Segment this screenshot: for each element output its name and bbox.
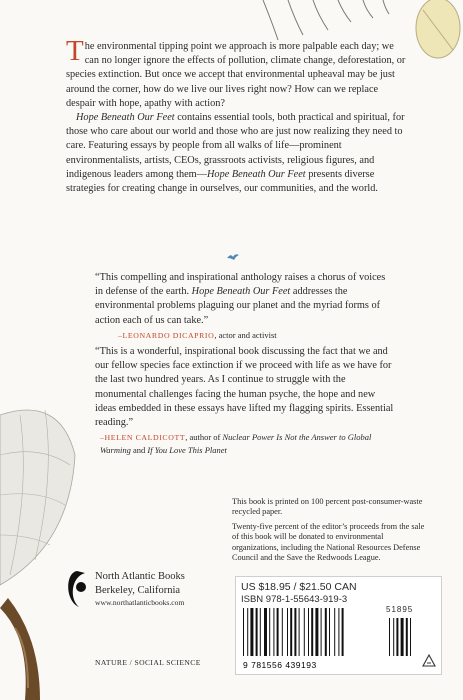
publisher-name — [95, 570, 245, 597]
book-title: If You Love This Planet — [147, 445, 227, 456]
book-title: Nuclear Power Is Not the Answer to Global Warming — [100, 432, 372, 456]
description-paragraph-2 — [66, 111, 409, 196]
quote-segment: “This compelling and inspirational anthology raises a chorus of voices in defense of the earth. — [95, 272, 386, 298]
paragraph-text: he environmental tipping point we approach is more palpable each day; we can no longer ignore the effects of pollution, climate change, deforestation, or species extinction. But once we accept that environmental upheaval may be just around the corner, how do we live our lives right now? How can we replace despair with hope, apathy with action? — [66, 41, 406, 109]
description-text — [66, 35, 409, 196]
barcode-number: 9 781556 439193 — [243, 660, 317, 670]
author-role: , author of — [185, 432, 223, 443]
price: US $18.95 / $21.50 CAN — [241, 581, 357, 593]
price-addon-code: 51895 — [386, 605, 414, 614]
description-paragraph-1 — [66, 35, 409, 111]
endorsement-quote-2 — [95, 345, 395, 456]
book-title: Hope Beneath Our Feet — [191, 286, 291, 298]
quote-text: “This is a wonderful, inspirational book discussing the fact that we and our fellow species face extinction if we proceed with life as we have for the last two hundred years. As I continue to struggle with the monumental challenges facing the human psyche, the hope and new ideas embedded in these essays have lifted my flagging spirits. Essential reading.” — [95, 346, 394, 429]
book-title: Hope Beneath Our Feet — [206, 168, 306, 180]
quote-attribution — [100, 431, 395, 456]
publisher-logo-icon — [65, 571, 89, 607]
author-name: HELEN CALDICOTT — [104, 433, 186, 443]
publisher-url: www.northatlanticbooks.com — [95, 598, 185, 607]
paragraph-text: contains essential tools, both practical and spiritual, for those who care about our world and those who are just now realizing they need to care. Featuring essays by people from all walks of life—prominent environmentalists, artists, CEOs, grassroots activists, religious figures, and indigenous leaders among them— — [66, 112, 405, 180]
author-role: , actor and activist — [214, 329, 277, 340]
wing-image — [0, 395, 80, 595]
barcode-image — [239, 606, 429, 670]
quote-text — [95, 271, 395, 328]
quote-attribution — [118, 329, 395, 342]
insect-leg-image — [0, 598, 60, 700]
drop-cap: T — [66, 35, 84, 67]
publisher-name-text: North Atlantic Books — [95, 571, 185, 582]
book-info — [232, 497, 432, 567]
recycled-paper-note: This book is printed on 100 percent post-consumer-waste recycled paper. — [232, 497, 423, 517]
isbn: ISBN 978-1-55643-919-3 — [241, 594, 348, 605]
author-name: LEONARDO DICAPRIO — [122, 330, 215, 340]
donation-note: Twenty-five percent of the editor’s proceeds from the sale of this book will be donated to environmental organizations, including the National Resources Defense Council and the Save the Redwoods League. — [232, 521, 425, 563]
paragraph-text: presents diverse strategies for creating change in ourselves, our communities, and the world. — [66, 168, 378, 195]
conjunction: and — [130, 445, 148, 456]
recycle-icon — [422, 654, 436, 668]
book-title: Hope Beneath Our Feet — [76, 112, 175, 124]
endorsement-quote-1 — [95, 271, 395, 342]
dash: – — [100, 433, 105, 443]
bird-icon — [226, 252, 240, 262]
publisher-city: Berkeley, California — [95, 584, 181, 596]
dash: – — [118, 330, 123, 340]
book-category: NATURE / SOCIAL SCIENCE — [95, 658, 201, 667]
price-barcode-box — [235, 576, 442, 675]
quote-segment: addresses the environmental problems plaguing our planet and the myriad forms of action each of us can take.” — [95, 286, 381, 326]
